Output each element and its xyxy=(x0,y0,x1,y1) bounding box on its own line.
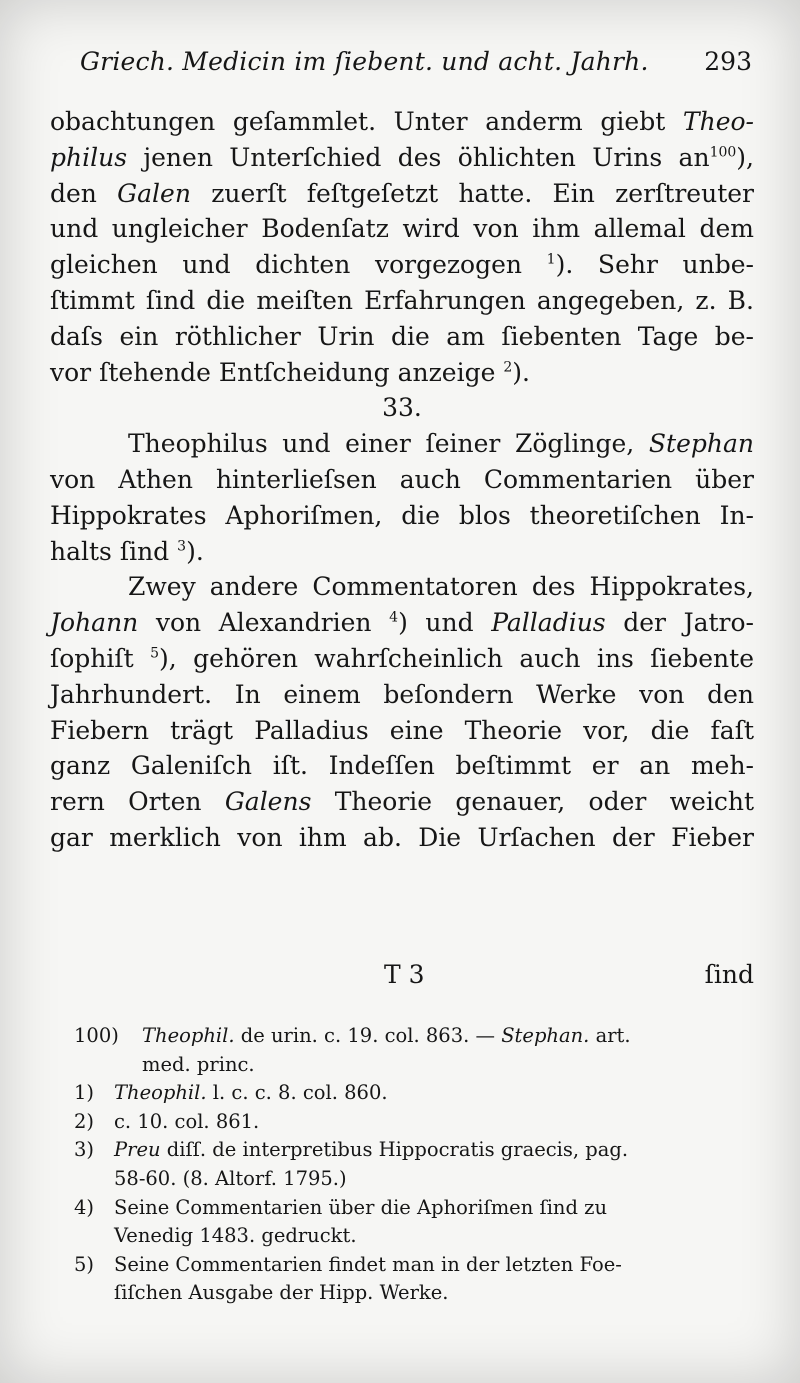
footnote-ref: 5 xyxy=(150,645,160,662)
text-line: Fiebern trägt Palladius eine Theorie vor, die faſt xyxy=(50,715,754,745)
footnote-continuation: Venedig 1483. gedruckt. xyxy=(114,1224,357,1248)
footnote-continuation: 58-60. (8. Altorf. 1795.) xyxy=(114,1166,347,1190)
footnote-ref: 100 xyxy=(709,144,737,161)
running-header xyxy=(80,44,752,80)
signature-mark: T 3 xyxy=(384,960,425,989)
text-line: vor ſtehende Entſcheidung anzeige $^2$). xyxy=(50,357,530,387)
footnote-continuation: med. princ. xyxy=(142,1052,255,1076)
text-line: Hippokrates Aphoriſmen, die blos theoretiſchen In- xyxy=(50,500,754,530)
footnote-number: 2) xyxy=(74,1109,95,1133)
text-line: gleichen und dichten vorgezogen $^1$). Sehr unbe- xyxy=(50,250,754,280)
text-line: daſs ein röthlicher Urin die am ſiebenten Tage be- xyxy=(50,321,754,351)
main-text xyxy=(50,104,754,856)
text-line: Zwey andere Commentatoren des Hippokrates, xyxy=(128,572,754,602)
footnote: 3) Preu diſſ. de interpretibus Hippocratis graecis, pag. 58-60. (8. Altorf. 1795.) xyxy=(74,1136,758,1193)
section-number: 33. xyxy=(382,393,422,423)
footnote: 1) Theophil. l. c. c. 8. col. 860. xyxy=(74,1079,758,1108)
footnote-number: 1) xyxy=(74,1081,95,1105)
text-line: philus jenen Unterſchied des öhlichten Urins $an^{100}$), xyxy=(50,142,754,172)
footnote-ref: 3 xyxy=(177,538,187,555)
footnote: 4) Seine Commentarien über die Aphoriſmen ſind zu Venedig 1483. gedruckt. xyxy=(74,1194,758,1251)
footnote: 100) Theophil. de urin. c. 19. col. 863. — Stephan. art. med. princ. xyxy=(74,1022,758,1079)
text-line: gar merklich von ihm ab. Die Urſachen der Fieber xyxy=(50,822,754,852)
footnote-number: 5) xyxy=(74,1252,95,1276)
footnote-ref: 4 xyxy=(389,609,399,626)
text-line: und ungleicher Bodenſatz wird von ihm allemal dem xyxy=(50,214,754,244)
text-line: Johann von Alexandrien $^4$) und Palladius der Jatro- xyxy=(50,608,754,638)
text-line: ſophiſt $^5$), gehören wahrſcheinlich auch ins ſiebente xyxy=(50,643,754,673)
footnotes xyxy=(74,1022,758,1308)
footnote-ref: 1 xyxy=(546,251,556,268)
text-line: den Galen zuerſt feſtgeſetzt hatte. Ein zerſtreuter xyxy=(50,178,754,208)
footnote-number: 100) xyxy=(74,1024,119,1047)
footnote: 5) Seine Commentarien findet man in der letzten Foe- ſiſchen Ausgabe der Hipp. Werke. xyxy=(74,1251,758,1308)
running-title: Griech. Medicin im ſiebent. und acht. Jahrh. xyxy=(80,47,649,76)
paragraph-3 xyxy=(50,569,754,855)
footnote-continuation: ſiſchen Ausgabe der Hipp. Werke. xyxy=(114,1281,449,1305)
footnote: 2) c. 10. col. 861. xyxy=(74,1108,758,1137)
text-line: rern Orten Galens Theorie genauer, oder weicht xyxy=(50,787,754,817)
text-line: obachtungen geſammlet. Unter anderm giebt Theo- xyxy=(50,107,754,136)
text-line: Theophilus und einer ſeiner Zöglinge, Stephan xyxy=(128,429,754,459)
text-line: ſtimmt ſind die meiſten Erfahrungen angegeben, z. B. xyxy=(50,285,754,315)
catchline xyxy=(50,957,754,993)
text-line: halts ſind $^3$). xyxy=(50,536,204,566)
text-line: Jahrhundert. In einem beſondern Werke von den xyxy=(50,679,754,709)
page-number: 293 xyxy=(704,47,752,76)
footnote-ref: 2 xyxy=(503,359,513,376)
footnote-number: 3) xyxy=(74,1138,95,1162)
catchword: ſind xyxy=(704,960,754,989)
paragraph-1 xyxy=(50,104,754,390)
paragraph-2 xyxy=(50,426,754,569)
text-line: von Athen hinterlieſsen auch Commentarien über xyxy=(50,464,754,494)
text-line: ganz Galeniſch iſt. Indeſſen beſtimmt er an meh- xyxy=(50,751,754,781)
footnote-number: 4) xyxy=(74,1195,95,1219)
